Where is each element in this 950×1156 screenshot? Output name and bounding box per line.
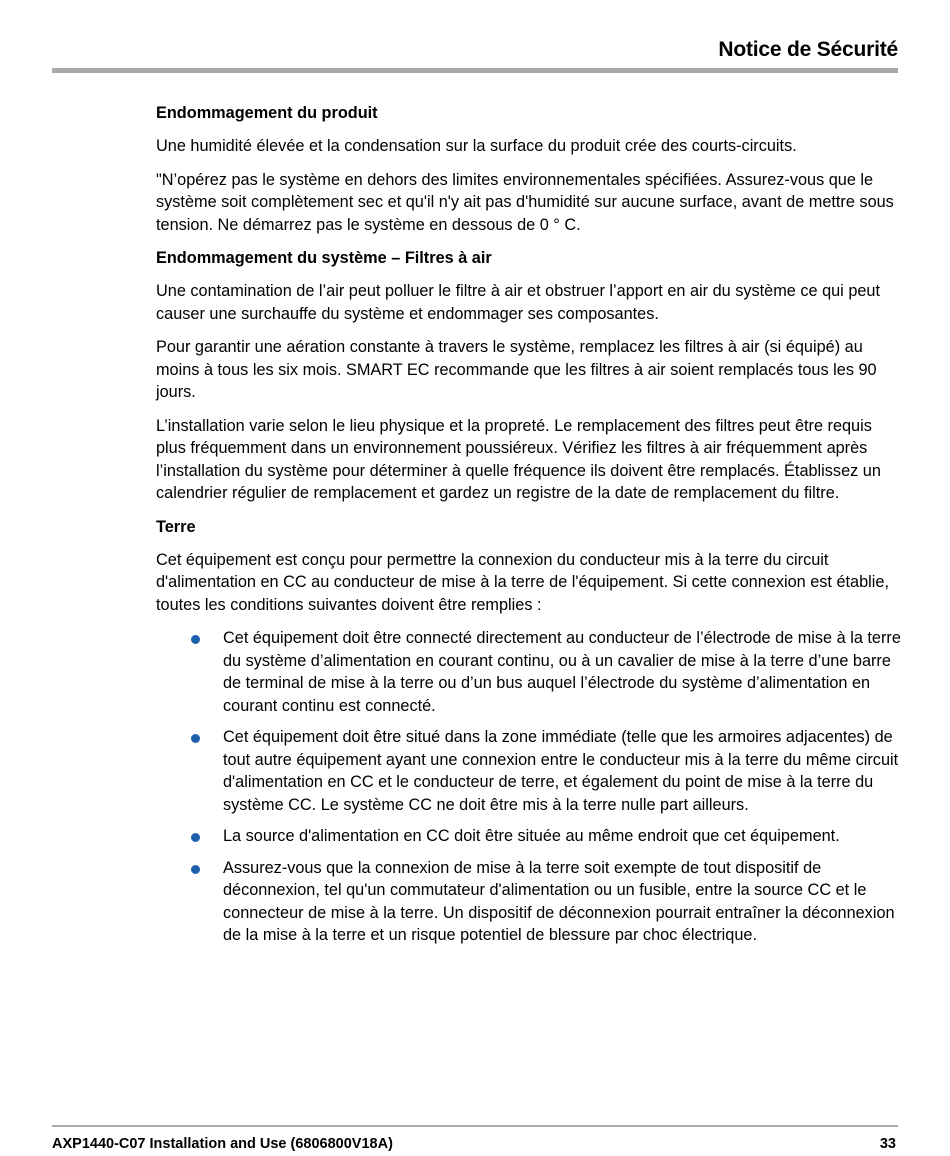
paragraph: Cet équipement est conçu pour permettre la connexion du conducteur mis à la terre du circuit d'alimentation en CC au conducteur de mise à la terre de l'équipement. Si cette connexion est établie, toutes les conditions suivantes doivent être remplies : (156, 550, 889, 614)
paragraph: Une contamination de l’air peut polluer le filtre à air et obstruer l’apport en air du système ce qui peut causer une surchauffe du système et endommager ses composantes. (156, 282, 881, 323)
footer-document-title: AXP1440-C07 Installation and Use (6806800V18A) (52, 1136, 393, 1152)
list-item (156, 825, 901, 848)
bullet-icon (191, 865, 200, 874)
list-item-text: Cet équipement doit être connecté directement au conducteur de l’électrode de mise à la terre du système d’alimentation en courant continu, ou à un cavalier de mise à la terre d’une barre de terminal de mise à la terre ou d’un bus auquel l’électrode du système d’alimentation en courant continu est connecté. (223, 629, 901, 715)
bullet-icon (191, 635, 200, 644)
list-item (156, 627, 901, 717)
section-heading: Endommagement du système – Filtres à air (156, 249, 492, 267)
section-heading: Endommagement du produit (156, 104, 378, 122)
paragraph: Pour garantir une aération constante à travers le système, remplacez les filtres à air (si équipé) au moins à tous les six mois. SMART EC recommande que les filtres à air soient remplacés tous les 90 jours. (156, 338, 877, 401)
bullet-icon (191, 734, 200, 743)
page-number: 33 (879, 1136, 896, 1152)
paragraph: L’installation varie selon le lieu physique et la propreté. Le remplacement des filtres peut être requis plus fréquemment dans un environnement poussiéreux. Vérifiez les filtres à air fréquemment après l’installation du système pour déterminer à quelle fréquence ils doivent être remplacés. Établissez un calendrier régulier de remplacement et gardez un registre de la date de remplacement du filtre. (156, 416, 881, 502)
list-item-text: La source d'alimentation en CC doit être située au même endroit que cet équipement. (223, 827, 840, 845)
section-ground (156, 516, 901, 947)
section-product-damage (156, 102, 901, 236)
list-item-text: Cet équipement doit être situé dans la zone immédiate (telle que les armoires adjacentes) de tout autre équipement ayant une connexion entre le conducteur mis à la terre du même circuit d'alimentation en CC et le conducteur de terre, et également du point de mise à la terre du système CC. Le système CC ne doit être mis à la terre nulle part ailleurs. (223, 728, 899, 814)
list-item-text: Assurez-vous que la connexion de mise à la terre soit exempte de tout dispositif de déconnexion, tel qu'un commutateur d'alimentation ou un fusible, entre la source CC et le connecteur de mise à la terre. Un dispositif de déconnexion pourrait entraîner la déconnexion de la mise à la terre et un risque potentiel de blessure par choc électrique. (223, 858, 895, 944)
section-air-filters (156, 247, 901, 505)
list-item (156, 857, 901, 947)
bullet-icon (191, 833, 200, 842)
header-divider (52, 68, 898, 73)
page-content (156, 102, 901, 956)
list-item (156, 726, 901, 816)
page-header-title: Notice de Sécurité (718, 38, 898, 61)
section-heading: Terre (156, 517, 196, 536)
footer-divider (52, 1125, 898, 1127)
ground-conditions-list (156, 627, 901, 947)
paragraph: Une humidité élevée et la condensation sur la surface du produit crée des courts-circuits. (156, 137, 797, 155)
paragraph: "N’opérez pas le système en dehors des limites environnementales spécifiées. Assurez-vous que le système soit complètement sec et qu'il n'y ait pas d'humidité sur aucune surface, avant de mettre sous tension. Ne démarrez pas le système en dessous de 0 ° C. (156, 170, 894, 234)
